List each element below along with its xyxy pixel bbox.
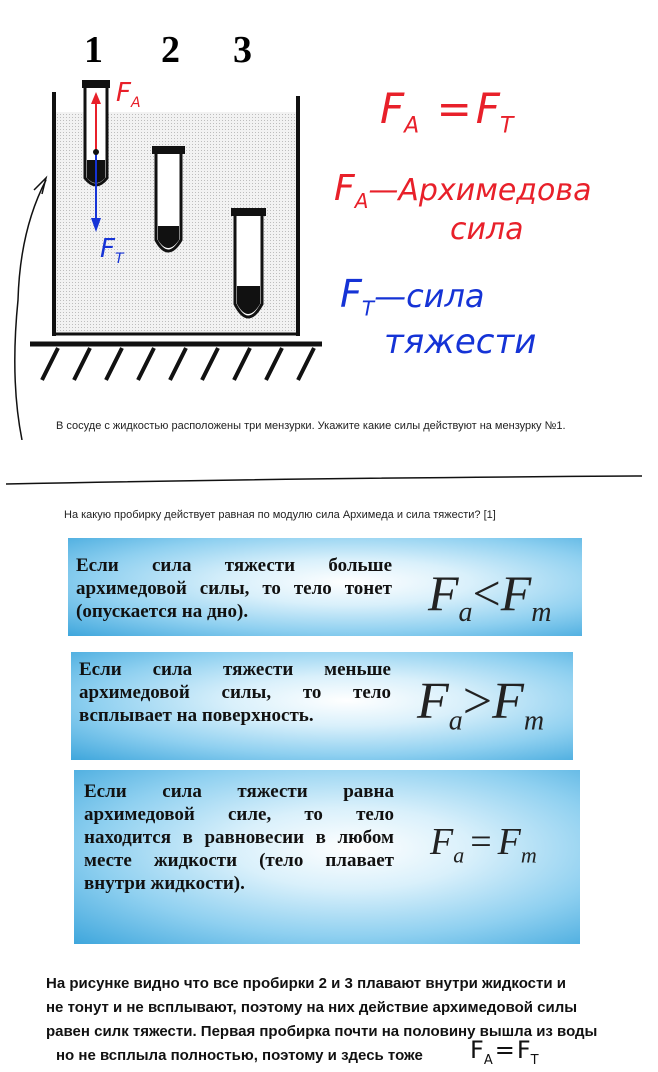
formula-f1: F <box>428 565 459 621</box>
formula-s1: a <box>453 842 465 868</box>
formula-f1: F <box>417 673 449 730</box>
rule-card-equilibrium-formula <box>430 820 537 869</box>
definition-ft <box>340 272 485 321</box>
formula-f2: F <box>497 821 521 863</box>
formula-s2: m <box>520 842 537 868</box>
rule-card-equilibrium-text: Если сила тяжести равна архимедовой силе, то тело находится в равновесии в любом месте жидкости (тело плавает внутри жидкости). <box>84 781 394 894</box>
answer-line-3: равен силк тяжести. Первая пробирка почти на половину вышла из воды <box>46 1023 598 1040</box>
fa-label-f: F <box>116 78 131 108</box>
rule-card-floats-up <box>71 652 573 760</box>
formula-f1: F <box>430 821 454 863</box>
answer-formula-f1: F <box>470 1036 484 1064</box>
formula-op: = <box>470 821 492 863</box>
rule-card-floats-up-formula <box>417 672 544 737</box>
formula-f2: F <box>500 565 532 621</box>
def2-sub: T <box>361 296 375 321</box>
center-of-mass-dot <box>93 149 99 155</box>
fa-label-sub: A <box>130 95 141 112</box>
fa-label <box>116 78 141 111</box>
formula-s1: a <box>448 705 463 737</box>
tube-2 <box>152 146 185 251</box>
answer-line-1: На рисунке видно что все пробирки 2 и 3 плавают внутри жидкости и <box>46 975 566 992</box>
ft-label <box>100 234 124 267</box>
def2-line1: —сила <box>374 277 485 315</box>
rule-card-sinks-text: Если сила тяжести больше архимедовой силы, то тело тонет (опускается на дно). <box>76 555 392 622</box>
eq-sign: = <box>436 84 472 133</box>
def1-line2: сила <box>450 212 524 247</box>
rule-card-equilibrium <box>74 770 580 944</box>
question-1: В сосуде с жидкостью расположены три мензурки. Укажите какие силы действуют на мензурку №1. <box>56 420 566 432</box>
ft-label-sub: T <box>114 251 124 268</box>
formula-op: < <box>472 565 501 621</box>
def1-sub: A <box>354 189 369 214</box>
eq-right-f: F <box>475 84 500 133</box>
answer-formula-sub1: A <box>483 1052 493 1068</box>
tube-3 <box>231 208 266 317</box>
def1-f: F <box>334 168 355 209</box>
eq-left-sub: A <box>404 113 420 139</box>
formula-f2: F <box>492 673 524 730</box>
tube-label-3: 3 <box>233 29 252 71</box>
eq-left-f: F <box>380 84 405 133</box>
formula-s2: m <box>531 597 552 628</box>
eq-right-sub: T <box>499 113 514 139</box>
question-2: На какую пробирку действует равная по модулю сила Архимеда и сила тяжести? [1] <box>64 509 496 521</box>
tube-label-1: 1 <box>84 29 103 71</box>
separator-line <box>0 470 658 490</box>
def2-line2: тяжести <box>384 322 537 362</box>
def1-line1: —Архимедова <box>368 173 592 208</box>
answer-formula-eq: = <box>494 1036 515 1064</box>
rule-card-sinks-formula <box>428 564 552 629</box>
answer-line-4: но не всплыла полностью, поэтому и здесь тоже <box>56 1047 423 1064</box>
ground-hatching <box>42 348 314 380</box>
rule-card-sinks <box>68 538 582 636</box>
rule-card-floats-up-text: Если сила тяжести меньше архимедовой силы, то тело всплывает на поверхность. <box>79 659 391 726</box>
pointer-curve <box>15 180 46 440</box>
formula-s1: a <box>458 597 473 628</box>
answer-line-2: не тонут и не всплывают, поэтому на них действие архимедовой силы <box>46 999 578 1016</box>
answer-formula <box>470 1036 539 1068</box>
equation-fa-ft <box>380 84 513 138</box>
answer-formula-f2: F <box>516 1036 531 1064</box>
formula-s2: m <box>523 705 545 737</box>
def2-f: F <box>340 272 362 316</box>
formula-op: > <box>462 673 493 730</box>
definition-fa <box>334 168 591 213</box>
tube-label-2: 2 <box>161 29 180 71</box>
ft-label-f: F <box>100 234 115 264</box>
answer-formula-sub2: T <box>530 1052 539 1068</box>
